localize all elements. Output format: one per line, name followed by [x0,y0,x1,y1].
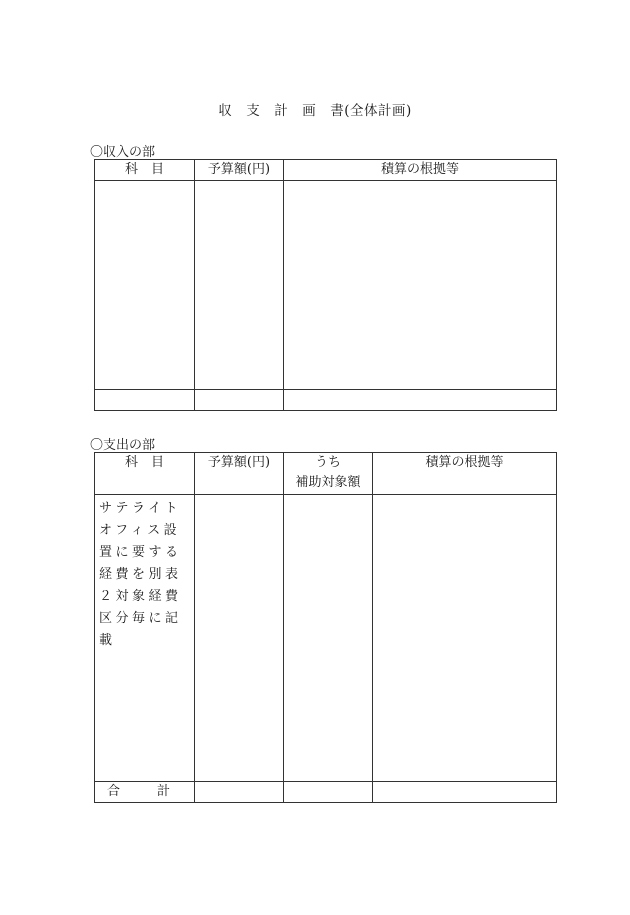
expense-total-label: 合 計 [95,782,195,803]
document-title: 収 支 計 画 書(全体計画) [218,103,412,119]
expense-header-subsidy [284,453,373,495]
expense-header-item: 科 目 [95,453,195,495]
expense-header-subsidy-line1: うち [314,455,341,470]
expense-body-row [95,495,557,782]
income-header-item: 科 目 [95,160,195,181]
expense-header-budget: 予算額(円) [195,453,284,495]
income-total-budget-cell[interactable] [195,390,284,411]
expense-subsidy-cell[interactable] [284,495,373,782]
expense-table [94,452,557,803]
income-total-label-cell [95,390,195,411]
expense-total-row [95,782,557,803]
income-header-row [95,160,557,181]
income-item-cell[interactable] [95,181,195,390]
income-basis-cell[interactable] [284,181,557,390]
income-header-budget: 予算額(円) [195,160,284,181]
expense-basis-cell[interactable] [373,495,557,782]
expense-total-subsidy-cell[interactable] [284,782,373,803]
income-total-basis-cell[interactable] [284,390,557,411]
expense-total-basis-cell[interactable] [373,782,557,803]
income-section-label: 〇収入の部 [90,145,156,160]
income-budget-cell[interactable] [195,181,284,390]
expense-header-row [95,453,557,495]
expense-section-label: 〇支出の部 [90,438,156,453]
income-total-row [95,390,557,411]
expense-budget-cell[interactable] [195,495,284,782]
expense-item-note[interactable]: サテライトオフィス設置に要する経費を別表２対象経費区分毎に記載 [95,495,195,782]
income-body-row [95,181,557,390]
expense-header-subsidy-line2: 補助対象額 [295,475,361,490]
expense-total-budget-cell[interactable] [195,782,284,803]
expense-header-basis: 積算の根拠等 [373,453,557,495]
income-header-basis: 積算の根拠等 [284,160,557,181]
income-table [94,159,557,411]
